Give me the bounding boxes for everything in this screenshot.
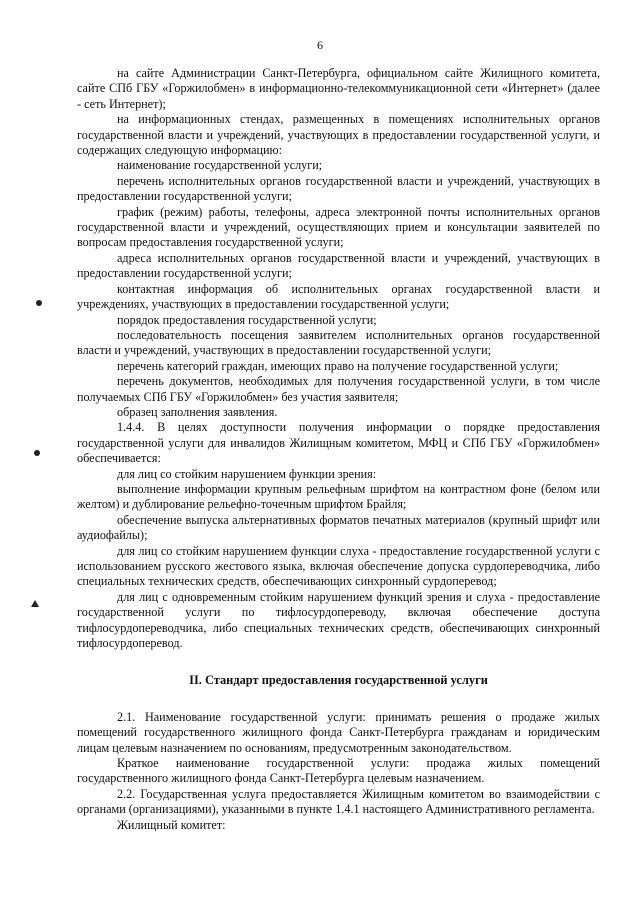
paragraph: контактная информация об исполнительных органах государственной власти и учреждениях, участвующих в предоставлении государственной услуги; — [77, 281, 600, 312]
margin-dot-mark — [36, 300, 42, 306]
page-number: 6 — [317, 38, 323, 52]
paragraph: перечень документов, необходимых для получения государственной услуги, в том числе получаемых СПб ГБУ «Горжилобмен» без участия заявителя; — [77, 374, 600, 404]
paragraph: на сайте Администрации Санкт-Петербурга, официальном сайте Жилищного комитета, сайте СПб ГБУ «Горжилобмен» в информационно-телекоммуникационной сети «Интернет» (далее - сеть Интернет); — [77, 66, 600, 111]
document-body — [77, 66, 600, 833]
paragraph: график (режим) работы, телефоны, адреса электронной почты исполнительных органов государственной власти и учреждений, осуществляющих прием и консультации заявителей по вопросам предоставления государственной услуги; — [77, 204, 600, 250]
paragraph: выполнение информации крупным рельефным шрифтом на контрастном фоне (белом или желтом) и дублирование рельефно-точечным шрифтом Брайля; — [77, 481, 600, 512]
paragraph: на информационных стендах, размещенных в помещениях исполнительных органов государственной власти и учреждений, участвующих в предоставлении государственной услуги, и содержащих следующую информацию: — [77, 112, 600, 158]
paragraph: образец заполнения заявления. — [117, 404, 278, 419]
margin-triangle-mark — [31, 600, 39, 607]
paragraph: перечень исполнительных органов государственной власти и учреждений, участвующих в предоставлении государственной услуги; — [77, 173, 600, 204]
paragraph: для лиц со стойким нарушением функции слуха - предоставление государственной услуги с использованием русского жестового языка, включая обеспечение допуска сурдопереводчика, либо специальных технических средств, обеспечивающих синхронный сурдоперевод; — [77, 543, 600, 589]
paragraph: Жилищный комитет: — [117, 817, 226, 832]
paragraph: последовательность посещения заявителем исполнительных органов государственной власти и учреждений, участвующих в предоставлении государственной услуги; — [77, 327, 600, 358]
margin-dot-mark — [34, 450, 40, 456]
paragraph: адреса исполнительных органов государственной власти и учреждений, участвующих в предоставлении государственной услуги; — [77, 250, 600, 281]
paragraph: наименование государственной услуги; — [117, 158, 323, 173]
paragraph: для лиц со стойким нарушением функции зрения: — [117, 466, 377, 481]
paragraph: 2.2. Государственная услуга предоставляется Жилищным комитетом во взаимодействии с органами (организациями), указанными в пункте 1.4.1 настоящего Административного регламента. — [77, 786, 600, 817]
paragraph: порядок предоставления государственной услуги; — [117, 312, 377, 327]
paragraph: для лиц с одновременным стойким нарушением функций зрения и слуха - предоставление государственной услуги по тифлосурдопереводу, включая обеспечение доступа тифлосурдопереводчика, либо специальных технических средств, обеспечивающих синхронный тифлосурдоперевод. — [77, 589, 600, 651]
paragraph: перечень категорий граждан, имеющих право на получение государственной услуги; — [117, 358, 559, 373]
paragraph: Краткое наименование государственной услуги: продажа жилых помещений государственного жилищного фонда Санкт-Петербурга целевым назначением. — [77, 756, 600, 786]
paragraph: 2.1. Наименование государственной услуги: принимать решения о продаже жилых помещений государственного жилищного фонда Санкт-Петербурга гражданам и юридическим лицам целевым назначением по основаниям, предусмотренным законодательством. — [77, 709, 600, 755]
section-heading: II. Стандарт предоставления государственной услуги — [189, 673, 488, 688]
paragraph: обеспечение выпуска альтернативных форматов печатных материалов (крупный шрифт или аудиофайлы); — [77, 512, 600, 543]
paragraph: 1.4.4. В целях доступности получения информации о порядке предоставления государственной услуги для инвалидов Жилищным комитетом, МФЦ и СПб ГБУ «Горжилобмен» обеспечивается: — [77, 420, 600, 466]
